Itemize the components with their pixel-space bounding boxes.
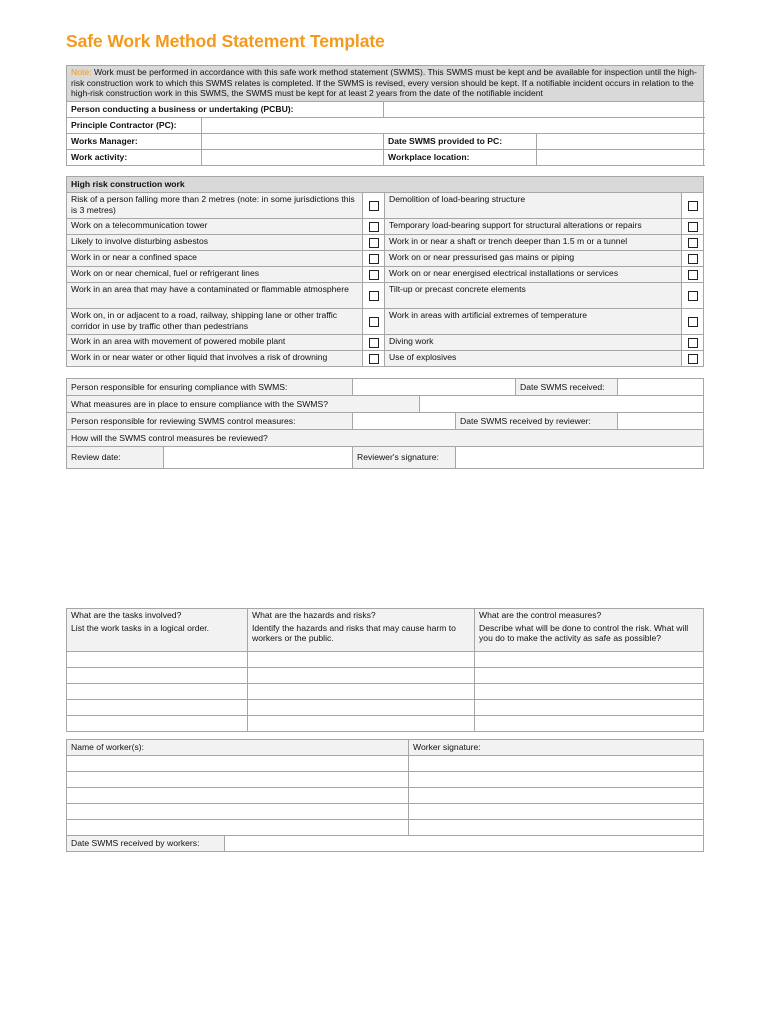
checkbox[interactable] (369, 317, 379, 327)
high-risk-row (67, 251, 704, 267)
high-risk-checkbox-cell (363, 219, 385, 235)
task-cell[interactable] (67, 668, 248, 684)
high-risk-item-label: Work in an area with movement of powered mobile plant (67, 335, 363, 351)
high-risk-checkbox-cell (363, 235, 385, 251)
task-cell[interactable] (67, 716, 248, 732)
compliance-responsible-label: Person responsible for ensuring compliance with SWMS: (67, 379, 353, 396)
high-risk-item-label: Work on or near pressurised gas mains or piping (385, 251, 682, 267)
high-risk-table (66, 176, 704, 367)
date-received-workers-label: Date SWMS received by workers: (67, 836, 225, 852)
high-risk-row (67, 267, 704, 283)
high-risk-item-label: Work in or near a confined space (67, 251, 363, 267)
workplace-location-label: Workplace location: (384, 150, 537, 166)
checkbox[interactable] (688, 338, 698, 348)
date-provided-label: Date SWMS provided to PC: (384, 134, 537, 150)
high-risk-item-label: Demolition of load-bearing structure (385, 193, 682, 219)
reviewer-field[interactable] (353, 413, 456, 430)
work-activity-field[interactable] (202, 150, 384, 166)
task-cell[interactable] (67, 700, 248, 716)
checkbox[interactable] (688, 254, 698, 264)
high-risk-item-label: Risk of a person falling more than 2 metres (note: in some jurisdictions this is 3 metres) (67, 193, 363, 219)
compliance-responsible-field[interactable] (353, 379, 516, 396)
worker-name-cell[interactable] (67, 788, 409, 804)
high-risk-checkbox-cell (363, 309, 385, 335)
checkbox[interactable] (688, 291, 698, 301)
page-title: Safe Work Method Statement Template (66, 31, 385, 51)
worker-name-cell[interactable] (67, 772, 409, 788)
reviewer-signature-field[interactable] (456, 447, 704, 469)
worker-signature-cell[interactable] (409, 820, 704, 836)
high-risk-row (67, 193, 704, 219)
high-risk-checkbox-cell (682, 235, 704, 251)
hazard-cell[interactable] (248, 700, 475, 716)
high-risk-item-label: Work on, in or adjacent to a road, railway, shipping lane or other traffic corridor in use by traffic other than pedestrians (67, 309, 363, 335)
high-risk-checkbox-cell (682, 193, 704, 219)
date-provided-field[interactable] (537, 134, 704, 150)
compliance-table (66, 378, 704, 469)
worker-name-cell[interactable] (67, 756, 409, 772)
task-cell[interactable] (67, 652, 248, 668)
reviewer-signature-label: Reviewer's signature: (353, 447, 456, 469)
worker-row (67, 756, 704, 772)
high-risk-item-label: Use of explosives (385, 351, 682, 367)
hazards-header (248, 609, 475, 652)
tasks-table (66, 608, 704, 732)
controls-subtitle: Describe what will be done to control the risk. What will you do to make the activity as safe as possible? (479, 622, 689, 644)
high-risk-item-label: Work in an area that may have a contaminated or flammable atmosphere (67, 283, 363, 309)
high-risk-row (67, 351, 704, 367)
high-risk-item-label: Work on a telecommunication tower (67, 219, 363, 235)
works-manager-field[interactable] (202, 134, 384, 150)
worker-signature-cell[interactable] (409, 772, 704, 788)
worker-signature-cell[interactable] (409, 788, 704, 804)
hazards-title: What are the hazards and risks? (252, 610, 376, 620)
note-text: Work must be performed in accordance with this safe work method statement (SWMS). This SWMS must be kept and be available for inspection until the high-risk construction work to which this SWMS relates is completed. If the SWMS is revised, every version should be kept. If a notifiable incident occurs in relation to the high-risk construction work in this SWMS, the SWMS must be kept for at least 2 years from the date of the notifiable incident (71, 67, 697, 99)
control-cell[interactable] (475, 700, 704, 716)
worker-name-cell[interactable] (67, 820, 409, 836)
works-manager-label: Works Manager: (67, 134, 202, 150)
task-row (67, 716, 704, 732)
checkbox[interactable] (369, 291, 379, 301)
high-risk-checkbox-cell (682, 309, 704, 335)
pcbu-label: Person conducting a business or undertaking (PCBU): (67, 102, 384, 118)
checkbox[interactable] (369, 254, 379, 264)
high-risk-checkbox-cell (682, 267, 704, 283)
high-risk-checkbox-cell (682, 219, 704, 235)
worker-name-cell[interactable] (67, 804, 409, 820)
checkbox[interactable] (369, 270, 379, 280)
task-row (67, 684, 704, 700)
hazard-cell[interactable] (248, 716, 475, 732)
checkbox[interactable] (369, 338, 379, 348)
worker-signature-cell[interactable] (409, 804, 704, 820)
workers-table (66, 739, 704, 852)
high-risk-checkbox-cell (363, 193, 385, 219)
task-row (67, 668, 704, 684)
pc-label: Principle Contractor (PC): (67, 118, 202, 134)
worker-signature-cell[interactable] (409, 756, 704, 772)
work-activity-label: Work activity: (67, 150, 202, 166)
task-row (67, 652, 704, 668)
workplace-location-field[interactable] (537, 150, 704, 166)
high-risk-checkbox-cell (363, 283, 385, 309)
hazards-subtitle: Identify the hazards and risks that may cause harm to workers or the public. (252, 622, 456, 644)
high-risk-header: High risk construction work (67, 177, 704, 193)
hazard-cell[interactable] (248, 652, 475, 668)
control-cell[interactable] (475, 652, 704, 668)
hazard-cell[interactable] (248, 668, 475, 684)
task-row (67, 700, 704, 716)
pcbu-field[interactable] (384, 102, 704, 118)
high-risk-checkbox-cell (363, 335, 385, 351)
review-date-label: Review date: (67, 447, 164, 469)
high-risk-item-label: Work in or near a shaft or trench deeper than 1.5 m or a tunnel (385, 235, 682, 251)
tasks-header (67, 609, 248, 652)
checkbox[interactable] (688, 270, 698, 280)
worker-row (67, 820, 704, 836)
checkbox[interactable] (688, 201, 698, 211)
high-risk-item-label: Diving work (385, 335, 682, 351)
high-risk-item-label: Work in or near water or other liquid that involves a risk of drowning (67, 351, 363, 367)
worker-row (67, 788, 704, 804)
high-risk-checkbox-cell (682, 335, 704, 351)
high-risk-checkbox-cell (682, 283, 704, 309)
checkbox[interactable] (369, 238, 379, 248)
control-cell[interactable] (475, 716, 704, 732)
date-received-reviewer-label: Date SWMS received by reviewer: (456, 413, 618, 430)
worker-row (67, 804, 704, 820)
control-cell[interactable] (475, 668, 704, 684)
checkbox[interactable] (688, 238, 698, 248)
worker-name-header: Name of worker(s): (67, 740, 409, 756)
high-risk-item-label: Likely to involve disturbing asbestos (67, 235, 363, 251)
checkbox[interactable] (369, 222, 379, 232)
high-risk-item-label: Temporary load-bearing support for structural alterations or repairs (385, 219, 682, 235)
high-risk-item-label: Tilt-up or precast concrete elements (385, 283, 682, 309)
high-risk-row (67, 335, 704, 351)
controls-title: What are the control measures? (479, 610, 602, 620)
review-date-field[interactable] (164, 447, 353, 469)
measures-field[interactable] (420, 396, 704, 413)
date-received-reviewer-field[interactable] (618, 413, 704, 430)
date-received-field[interactable] (618, 379, 704, 396)
pc-field[interactable] (202, 118, 704, 134)
note-row (67, 66, 704, 102)
control-cell[interactable] (475, 684, 704, 700)
high-risk-checkbox-cell (363, 351, 385, 367)
measures-label: What measures are in place to ensure compliance with the SWMS? (67, 396, 420, 413)
high-risk-checkbox-cell (363, 267, 385, 283)
high-risk-checkbox-cell (682, 251, 704, 267)
high-risk-item-label: Work on or near energised electrical installations or services (385, 267, 682, 283)
checkbox[interactable] (688, 222, 698, 232)
checkbox[interactable] (688, 354, 698, 364)
tasks-subtitle: List the work tasks in a logical order. (71, 622, 210, 633)
checkbox[interactable] (369, 201, 379, 211)
high-risk-row (67, 235, 704, 251)
controls-header (475, 609, 704, 652)
hazard-cell[interactable] (248, 684, 475, 700)
worker-row (67, 772, 704, 788)
high-risk-row (67, 219, 704, 235)
how-reviewed-label: How will the SWMS control measures be reviewed? (67, 430, 704, 447)
high-risk-item-label: Work in areas with artificial extremes of temperature (385, 309, 682, 335)
high-risk-row (67, 309, 704, 335)
high-risk-checkbox-cell (363, 251, 385, 267)
note-label: Note: (71, 67, 92, 77)
high-risk-item-label: Work on or near chemical, fuel or refrigerant lines (67, 267, 363, 283)
task-cell[interactable] (67, 684, 248, 700)
high-risk-checkbox-cell (682, 351, 704, 367)
tasks-title: What are the tasks involved? (71, 610, 182, 620)
checkbox[interactable] (369, 354, 379, 364)
checkbox[interactable] (688, 317, 698, 327)
date-received-label: Date SWMS received: (516, 379, 618, 396)
high-risk-row (67, 283, 704, 309)
swms-details-table (66, 65, 704, 166)
reviewer-label: Person responsible for reviewing SWMS control measures: (67, 413, 353, 430)
worker-signature-header: Worker signature: (409, 740, 704, 756)
date-received-workers-field[interactable] (225, 836, 704, 852)
